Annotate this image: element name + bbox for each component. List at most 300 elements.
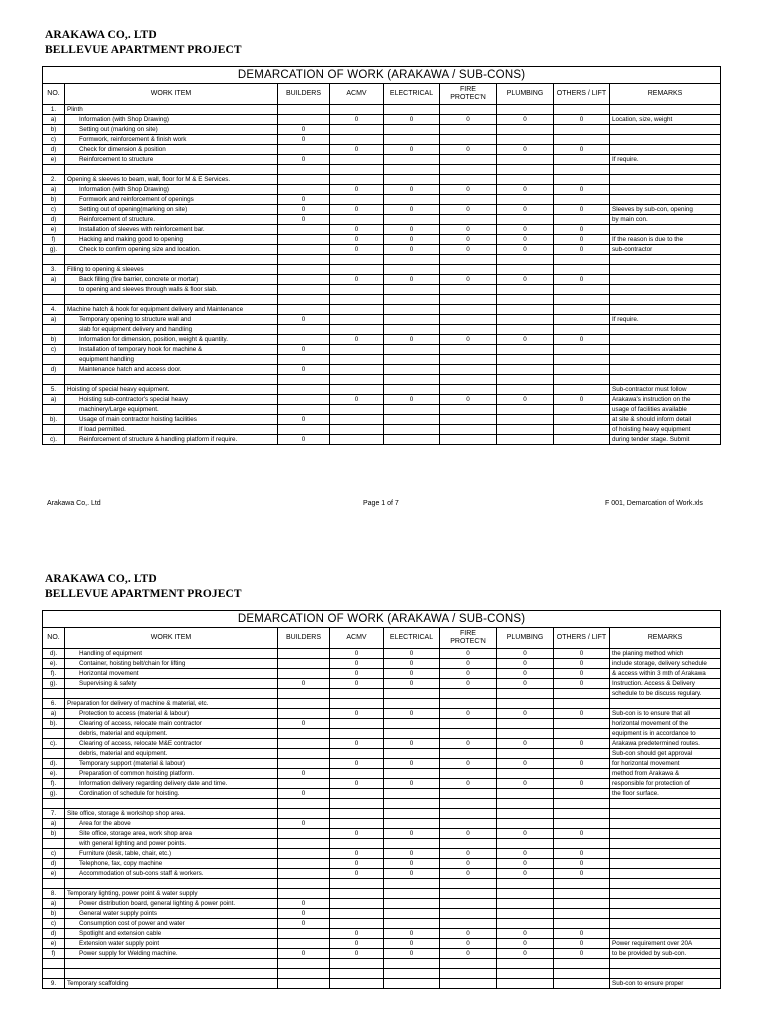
fire-protection-mark: 0: [440, 939, 497, 949]
electrical-mark: 0: [384, 185, 440, 195]
work-item: Accommodation of sub-cons staff & workers.: [65, 869, 278, 879]
remarks: responsible for protection of: [610, 779, 721, 789]
acmv-mark: [330, 345, 384, 355]
builders-mark: 0: [278, 195, 330, 205]
fire-protection-mark: [440, 919, 497, 929]
row-number: a): [43, 899, 65, 909]
fire-protection-mark: [440, 195, 497, 205]
row-number: [43, 295, 65, 305]
row-number: a): [43, 819, 65, 829]
builders-mark: 0: [278, 315, 330, 325]
acmv-mark: [330, 839, 384, 849]
row-number: [43, 425, 65, 435]
others-lift-mark: 0: [554, 829, 610, 839]
remarks: If the reason is due to the: [610, 235, 721, 245]
work-item: Temporary opening to structure wall and: [65, 315, 278, 325]
electrical-mark: 0: [384, 235, 440, 245]
remarks: [610, 265, 721, 275]
table-row: [43, 395, 721, 405]
acmv-mark: [330, 425, 384, 435]
acmv-mark: [330, 135, 384, 145]
acmv-mark: [330, 769, 384, 779]
table-row: [43, 385, 721, 395]
electrical-mark: 0: [384, 829, 440, 839]
row-number: e): [43, 869, 65, 879]
row-number: d): [43, 365, 65, 375]
acmv-mark: [330, 125, 384, 135]
work-item: machinery/Large equipment.: [65, 405, 278, 415]
acmv-mark: 0: [330, 759, 384, 769]
remarks: the planing method which: [610, 649, 721, 659]
plumbing-mark: [497, 305, 554, 315]
work-item: Setting out of opening(marking on site): [65, 205, 278, 215]
remarks: Sub-con to ensure proper: [610, 979, 721, 989]
others-lift-mark: [554, 365, 610, 375]
demarcation-table: [42, 610, 721, 989]
row-number: a): [43, 185, 65, 195]
acmv-mark: 0: [330, 869, 384, 879]
plumbing-mark: [497, 265, 554, 275]
plumbing-mark: 0: [497, 859, 554, 869]
work-item: Furniture (desk, table, chair, etc.): [65, 849, 278, 859]
plumbing-mark: [497, 809, 554, 819]
remarks: Arakawa's instruction on the: [610, 395, 721, 405]
fire-protection-mark: [440, 959, 497, 969]
plumbing-mark: 0: [497, 829, 554, 839]
row-number: d): [43, 145, 65, 155]
row-number: [43, 879, 65, 889]
row-number: c): [43, 849, 65, 859]
remarks: [610, 909, 721, 919]
electrical-mark: [384, 819, 440, 829]
row-number: [43, 839, 65, 849]
row-number: [43, 689, 65, 699]
builders-mark: [278, 305, 330, 315]
builders-mark: [278, 729, 330, 739]
electrical-mark: 0: [384, 709, 440, 719]
table-row: [43, 125, 721, 135]
others-lift-mark: [554, 315, 610, 325]
others-lift-mark: 0: [554, 669, 610, 679]
plumbing-mark: [497, 365, 554, 375]
table-row: [43, 699, 721, 709]
electrical-mark: [384, 425, 440, 435]
remarks: [610, 365, 721, 375]
table-row: [43, 105, 721, 115]
fire-protection-mark: [440, 909, 497, 919]
plumbing-mark: [497, 979, 554, 989]
remarks: [610, 125, 721, 135]
table-row: [43, 969, 721, 979]
work-item: [65, 879, 278, 889]
col-builders: BUILDERS: [278, 84, 330, 105]
fire-protection-mark: [440, 969, 497, 979]
others-lift-mark: [554, 375, 610, 385]
work-item: to opening and sleeves through walls & floor slab.: [65, 285, 278, 295]
others-lift-mark: [554, 405, 610, 415]
table-row: [43, 365, 721, 375]
plumbing-mark: 0: [497, 759, 554, 769]
remarks: [610, 849, 721, 859]
plumbing-mark: [497, 699, 554, 709]
table-row: [43, 275, 721, 285]
fire-protection-mark: [440, 899, 497, 909]
table-row: [43, 709, 721, 719]
work-item: [65, 375, 278, 385]
work-item: Reinforcement of structure.: [65, 215, 278, 225]
plumbing-mark: 0: [497, 235, 554, 245]
fire-protection-mark: 0: [440, 649, 497, 659]
acmv-mark: [330, 799, 384, 809]
acmv-mark: [330, 699, 384, 709]
remarks: Sub-con should get approval: [610, 749, 721, 759]
others-lift-mark: [554, 255, 610, 265]
table-row: [43, 909, 721, 919]
fire-protection-mark: 0: [440, 949, 497, 959]
table-row: [43, 175, 721, 185]
fire-protection-mark: [440, 285, 497, 295]
builders-mark: [278, 709, 330, 719]
acmv-mark: [330, 969, 384, 979]
fire-protection-mark: [440, 295, 497, 305]
others-lift-mark: 0: [554, 859, 610, 869]
acmv-mark: [330, 315, 384, 325]
remarks: [610, 919, 721, 929]
plumbing-mark: 0: [497, 949, 554, 959]
work-item: equipment handling: [65, 355, 278, 365]
electrical-mark: 0: [384, 335, 440, 345]
remarks: [610, 305, 721, 315]
plumbing-mark: 0: [497, 939, 554, 949]
col-fire-protection: FIRE PROTEC'N: [440, 628, 497, 649]
electrical-mark: [384, 879, 440, 889]
others-lift-mark: 0: [554, 649, 610, 659]
remarks: Arakawa predetermined routes.: [610, 739, 721, 749]
builders-mark: 0: [278, 205, 330, 215]
table-row: [43, 425, 721, 435]
builders-mark: [278, 669, 330, 679]
plumbing-mark: [497, 385, 554, 395]
work-item: Filling to opening & sleeves: [65, 265, 278, 275]
electrical-mark: 0: [384, 395, 440, 405]
fire-protection-mark: [440, 385, 497, 395]
work-item: Reinforcement to structure: [65, 155, 278, 165]
col-work-item: WORK ITEM: [65, 84, 278, 105]
acmv-mark: [330, 415, 384, 425]
table-row: [43, 255, 721, 265]
row-number: [43, 799, 65, 809]
plumbing-mark: 0: [497, 205, 554, 215]
others-lift-mark: 0: [554, 949, 610, 959]
row-number: a): [43, 275, 65, 285]
plumbing-mark: 0: [497, 869, 554, 879]
remarks: [610, 899, 721, 909]
work-item: If load permitted.: [65, 425, 278, 435]
work-item: Opening & sleeves to beam, wall, floor for M & E Services.: [65, 175, 278, 185]
others-lift-mark: [554, 889, 610, 899]
builders-mark: [278, 829, 330, 839]
plumbing-mark: [497, 729, 554, 739]
table-row: [43, 649, 721, 659]
work-item: slab for equipment delivery and handling: [65, 325, 278, 335]
builders-mark: [278, 689, 330, 699]
fire-protection-mark: [440, 689, 497, 699]
table-row: [43, 435, 721, 445]
remarks: [610, 929, 721, 939]
table-row: [43, 809, 721, 819]
builders-mark: [278, 185, 330, 195]
electrical-mark: [384, 385, 440, 395]
row-number: d).: [43, 759, 65, 769]
row-number: b): [43, 829, 65, 839]
fire-protection-mark: 0: [440, 145, 497, 155]
others-lift-mark: 0: [554, 235, 610, 245]
electrical-mark: [384, 899, 440, 909]
acmv-mark: [330, 749, 384, 759]
work-item: Power distribution board, general lighting & power point.: [65, 899, 278, 909]
work-item: Check for dimension & position: [65, 145, 278, 155]
footer-filename: F 001, Demarcation of Work.xls: [605, 500, 703, 507]
acmv-mark: 0: [330, 205, 384, 215]
fire-protection-mark: 0: [440, 225, 497, 235]
row-number: [43, 375, 65, 385]
electrical-mark: 0: [384, 929, 440, 939]
row-number: 7.: [43, 809, 65, 819]
builders-mark: 0: [278, 155, 330, 165]
builders-mark: [278, 285, 330, 295]
company-name: ARAKAWA CO,. LTD: [45, 573, 157, 585]
builders-mark: [278, 405, 330, 415]
electrical-mark: [384, 809, 440, 819]
acmv-mark: 0: [330, 275, 384, 285]
electrical-mark: [384, 295, 440, 305]
row-number: 3.: [43, 265, 65, 275]
fire-protection-mark: 0: [440, 115, 497, 125]
remarks: [610, 969, 721, 979]
table-title: DEMARCATION OF WORK (ARAKAWA / SUB-CONS): [43, 611, 721, 628]
work-item: Installation of temporary hook for machine &: [65, 345, 278, 355]
others-lift-mark: [554, 979, 610, 989]
work-item: Extension water supply point: [65, 939, 278, 949]
work-item: Temporary scaffolding: [65, 979, 278, 989]
builders-mark: [278, 115, 330, 125]
acmv-mark: [330, 175, 384, 185]
fire-protection-mark: [440, 415, 497, 425]
acmv-mark: 0: [330, 395, 384, 405]
table-row: [43, 315, 721, 325]
others-lift-mark: [554, 165, 610, 175]
column-header-row: [43, 628, 721, 649]
remarks: at site & should inform detail: [610, 415, 721, 425]
plumbing-mark: 0: [497, 275, 554, 285]
row-number: e): [43, 225, 65, 235]
acmv-mark: [330, 729, 384, 739]
project-name: BELLEVUE APARTMENT PROJECT: [45, 588, 242, 600]
electrical-mark: [384, 345, 440, 355]
remarks: the floor surface.: [610, 789, 721, 799]
builders-mark: 0: [278, 365, 330, 375]
fire-protection-mark: [440, 425, 497, 435]
plumbing-mark: [497, 105, 554, 115]
row-number: d): [43, 215, 65, 225]
row-number: g).: [43, 679, 65, 689]
row-number: [43, 285, 65, 295]
acmv-mark: [330, 105, 384, 115]
plumbing-mark: [497, 839, 554, 849]
col-plumbing: PLUMBING: [497, 84, 554, 105]
electrical-mark: 0: [384, 849, 440, 859]
remarks: [610, 185, 721, 195]
footer-company: Arakawa Co,. Ltd: [47, 500, 101, 507]
acmv-mark: [330, 195, 384, 205]
plumbing-mark: [497, 405, 554, 415]
plumbing-mark: 0: [497, 145, 554, 155]
electrical-mark: [384, 105, 440, 115]
plumbing-mark: 0: [497, 185, 554, 195]
table-title: DEMARCATION OF WORK (ARAKAWA / SUB-CONS): [43, 67, 721, 84]
builders-mark: 0: [278, 679, 330, 689]
acmv-mark: 0: [330, 115, 384, 125]
plumbing-mark: 0: [497, 659, 554, 669]
fire-protection-mark: [440, 699, 497, 709]
company-name: ARAKAWA CO,. LTD: [45, 29, 157, 41]
electrical-mark: 0: [384, 949, 440, 959]
fire-protection-mark: [440, 165, 497, 175]
row-number: b).: [43, 719, 65, 729]
fire-protection-mark: 0: [440, 669, 497, 679]
col-fire-protection: FIRE PROTEC'N: [440, 84, 497, 105]
remarks: & access within 3 mth of Arakawa: [610, 669, 721, 679]
table-row: [43, 375, 721, 385]
row-number: 5.: [43, 385, 65, 395]
table-row: [43, 135, 721, 145]
fire-protection-mark: [440, 305, 497, 315]
electrical-mark: [384, 355, 440, 365]
acmv-mark: 0: [330, 649, 384, 659]
fire-protection-mark: [440, 355, 497, 365]
table-row: [43, 749, 721, 759]
fire-protection-mark: [440, 155, 497, 165]
builders-mark: [278, 699, 330, 709]
row-number: b).: [43, 415, 65, 425]
table-row: [43, 335, 721, 345]
work-item: Information (with Shop Drawing): [65, 185, 278, 195]
table-row: [43, 849, 721, 859]
remarks: to be provided by sub-con.: [610, 949, 721, 959]
plumbing-mark: 0: [497, 335, 554, 345]
remarks: [610, 295, 721, 305]
plumbing-mark: [497, 355, 554, 365]
work-item: debris, material and equipment.: [65, 729, 278, 739]
project-name: BELLEVUE APARTMENT PROJECT: [45, 44, 242, 56]
work-item: Machine hatch & hook for equipment delivery and Maintenance: [65, 305, 278, 315]
plumbing-mark: [497, 255, 554, 265]
builders-mark: [278, 969, 330, 979]
row-number: c): [43, 135, 65, 145]
acmv-mark: 0: [330, 829, 384, 839]
others-lift-mark: 0: [554, 659, 610, 669]
plumbing-mark: [497, 125, 554, 135]
plumbing-mark: [497, 769, 554, 779]
fire-protection-mark: 0: [440, 849, 497, 859]
row-number: b): [43, 909, 65, 919]
fire-protection-mark: [440, 315, 497, 325]
remarks: [610, 869, 721, 879]
col-plumbing: PLUMBING: [497, 628, 554, 649]
work-item: [65, 799, 278, 809]
work-item: Hoisting sub-contractor's special heavy: [65, 395, 278, 405]
others-lift-mark: [554, 769, 610, 779]
work-item: Preparation for delivery of machine & material, etc.: [65, 699, 278, 709]
acmv-mark: [330, 819, 384, 829]
work-item: Information for dimension, position, weight & quantity.: [65, 335, 278, 345]
row-number: 2.: [43, 175, 65, 185]
work-item: Hoisting of special heavy equipment.: [65, 385, 278, 395]
col-electrical: ELECTRICAL: [384, 84, 440, 105]
work-item: Protection to access (material & labour): [65, 709, 278, 719]
table-row: [43, 659, 721, 669]
others-lift-mark: [554, 969, 610, 979]
row-number: d): [43, 929, 65, 939]
table-row: [43, 195, 721, 205]
builders-mark: [278, 749, 330, 759]
remarks: Power requirement over 20A: [610, 939, 721, 949]
electrical-mark: [384, 769, 440, 779]
table-row: [43, 325, 721, 335]
remarks: schedule to be discuss regulary.: [610, 689, 721, 699]
electrical-mark: [384, 969, 440, 979]
builders-mark: [278, 839, 330, 849]
remarks: [610, 195, 721, 205]
table-row: [43, 839, 721, 849]
acmv-mark: [330, 889, 384, 899]
others-lift-mark: [554, 689, 610, 699]
table-row: [43, 145, 721, 155]
work-item: Telephone, fax, copy machine: [65, 859, 278, 869]
row-number: 6.: [43, 699, 65, 709]
electrical-mark: [384, 375, 440, 385]
builders-mark: [278, 779, 330, 789]
acmv-mark: [330, 909, 384, 919]
fire-protection-mark: [440, 375, 497, 385]
fire-protection-mark: 0: [440, 235, 497, 245]
electrical-mark: [384, 315, 440, 325]
acmv-mark: 0: [330, 659, 384, 669]
others-lift-mark: 0: [554, 115, 610, 125]
acmv-mark: [330, 375, 384, 385]
plumbing-mark: [497, 345, 554, 355]
acmv-mark: [330, 265, 384, 275]
work-item: Site office, storage & workshop shop area.: [65, 809, 278, 819]
builders-mark: [278, 325, 330, 335]
remarks: [610, 325, 721, 335]
electrical-mark: [384, 719, 440, 729]
fire-protection-mark: [440, 789, 497, 799]
table-row: [43, 205, 721, 215]
col-acmv: ACMV: [330, 628, 384, 649]
electrical-mark: 0: [384, 759, 440, 769]
work-item: Clearing of access, relocate M&E contractor: [65, 739, 278, 749]
work-item: Horizontal movement: [65, 669, 278, 679]
builders-mark: [278, 869, 330, 879]
electrical-mark: 0: [384, 669, 440, 679]
remarks: [610, 165, 721, 175]
work-item: Information delivery regarding delivery date and time.: [65, 779, 278, 789]
remarks: Instruction. Access & Delivery: [610, 679, 721, 689]
others-lift-mark: 0: [554, 929, 610, 939]
others-lift-mark: [554, 295, 610, 305]
others-lift-mark: 0: [554, 205, 610, 215]
